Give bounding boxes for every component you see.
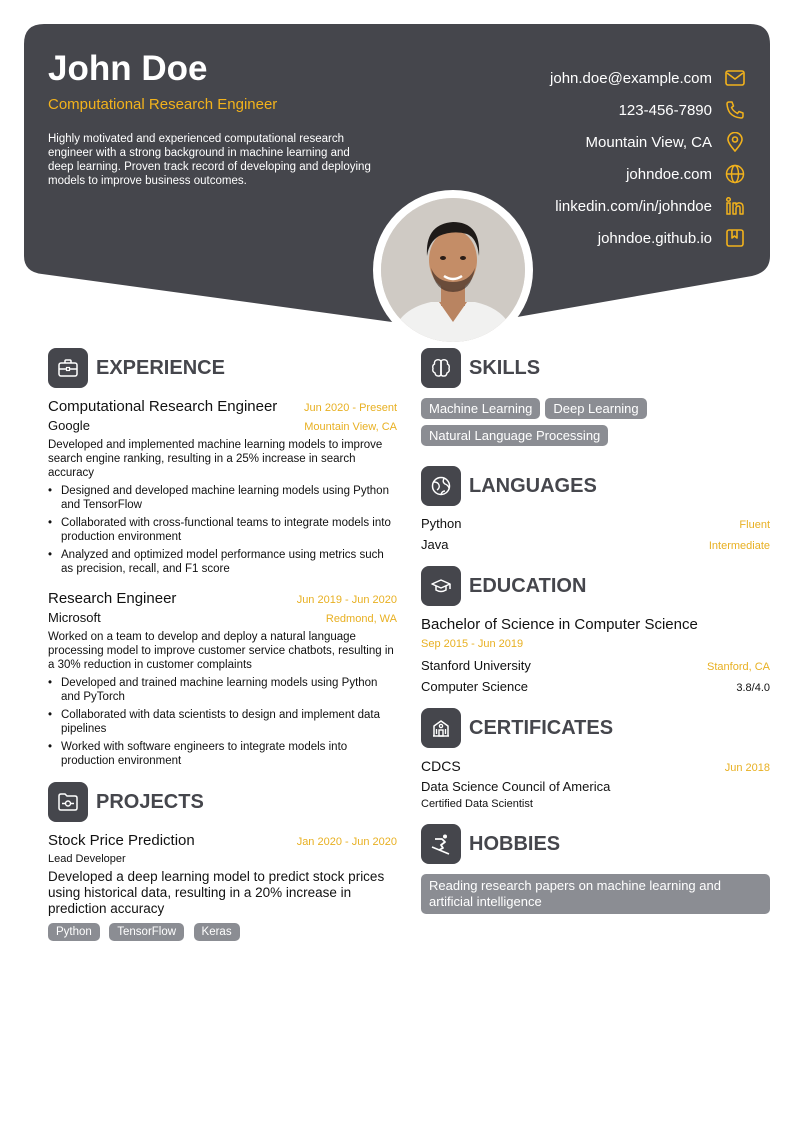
job-bullet: • Analyzed and optimized model performance using metrics such as precision, recall, and F1 score — [48, 548, 397, 576]
projects-header — [48, 782, 397, 822]
contact-email[interactable] — [550, 62, 746, 94]
contact-website[interactable] — [550, 158, 746, 190]
education-header — [421, 566, 770, 606]
education-date: Sep 2015 - Jun 2019 — [421, 638, 524, 650]
location-pin-icon — [724, 131, 746, 153]
project-entry — [48, 832, 397, 947]
location-text: Mountain View, CA — [585, 133, 712, 151]
job-date: Jun 2019 - Jun 2020 — [296, 594, 397, 606]
skill-pill: Natural Language Processing — [421, 425, 608, 446]
project-tags — [48, 922, 397, 947]
job-bullets — [48, 676, 397, 768]
project-role: Lead Developer — [48, 853, 126, 865]
folder-icon — [48, 782, 88, 822]
certificates-section — [421, 708, 770, 810]
job-role-row — [48, 398, 397, 415]
website-text: johndoe.com — [626, 165, 712, 183]
full-name: John Doe — [48, 49, 208, 88]
left-column — [48, 348, 397, 961]
job-location: Redmond, WA — [325, 613, 397, 625]
hobbies-section — [421, 824, 770, 914]
field-of-study: Computer Science — [421, 679, 528, 694]
project-tag: TensorFlow — [109, 923, 184, 941]
education-section — [421, 566, 770, 694]
language-level: Fluent — [739, 519, 770, 531]
contact-location — [550, 126, 746, 158]
school-name: Stanford University — [421, 658, 531, 673]
languages-title: LANGUAGES — [469, 474, 597, 497]
job-bullet: • Designed and developed machine learning models using Python and TensorFlow — [48, 484, 397, 512]
project-tag: Python — [48, 923, 100, 941]
globe-icon — [724, 163, 746, 185]
contact-phone[interactable] — [550, 94, 746, 126]
project-title-row — [48, 832, 397, 849]
contact-linkedin[interactable] — [550, 190, 746, 222]
right-column — [421, 348, 770, 928]
job-title: Computational Research Engineer — [48, 96, 278, 113]
contact-github-pages[interactable] — [550, 222, 746, 254]
school-row — [421, 655, 770, 673]
phone-icon — [724, 99, 746, 121]
certificate-detail: Certified Data Scientist — [421, 798, 533, 810]
experience-header — [48, 348, 397, 388]
job-description: Worked on a team to develop and deploy a natural language processing model to improve customer service chatbots, resulting in a 30% reduction in customer complaints — [48, 631, 394, 671]
gpa: 3.8/4.0 — [736, 682, 770, 694]
job-entry — [48, 590, 397, 768]
briefcase-icon — [48, 348, 88, 388]
profile-photo-frame — [373, 190, 533, 350]
mail-icon — [724, 67, 746, 89]
job-location: Mountain View, CA — [304, 421, 397, 433]
linkedin-icon — [724, 195, 746, 217]
skill-pill: Machine Learning — [421, 398, 540, 419]
job-entry — [48, 398, 397, 576]
job-role: Computational Research Engineer — [48, 398, 278, 415]
email-text: john.doe@example.com — [550, 69, 712, 87]
projects-section — [48, 782, 397, 947]
job-bullet: • Developed and trained machine learning models using Python and PyTorch — [48, 676, 397, 704]
job-company: Microsoft — [48, 610, 101, 625]
graduation-cap-icon — [421, 566, 461, 606]
certificate-row — [421, 758, 770, 774]
portrait-illustration — [381, 198, 525, 342]
project-tag: Keras — [194, 923, 240, 941]
certificate-date: Jun 2018 — [724, 762, 770, 774]
certificates-header — [421, 708, 770, 748]
job-description: Developed and implemented machine learning models to improve search engine ranking, resulting in a 25% increase in search accuracy — [48, 439, 383, 479]
contact-list — [550, 62, 746, 254]
language-name: Python — [421, 516, 462, 531]
skills-list — [421, 398, 770, 452]
project-date: Jan 2020 - Jun 2020 — [296, 836, 397, 848]
language-row — [421, 537, 770, 552]
header-left — [48, 48, 378, 188]
projects-title: PROJECTS — [96, 790, 204, 813]
hobbies-header — [421, 824, 770, 864]
job-date: Jun 2020 - Present — [304, 402, 397, 414]
brain-icon — [421, 348, 461, 388]
experience-section — [48, 348, 397, 768]
job-role-row — [48, 590, 397, 607]
institution-icon — [421, 708, 461, 748]
certificates-title: CERTIFICATES — [469, 716, 614, 739]
profile-photo — [381, 198, 525, 342]
experience-title: EXPERIENCE — [96, 356, 225, 379]
skill-pill: Deep Learning — [545, 398, 646, 419]
degree: Bachelor of Science in Computer Science — [421, 616, 698, 633]
certificate-issuer: Data Science Council of America — [421, 779, 611, 794]
hobbies-title: HOBBIES — [469, 832, 561, 855]
language-name: Java — [421, 537, 449, 552]
project-description: Developed a deep learning model to predict stock prices using historical data, resulting in a 20% increase in prediction accuracy — [48, 869, 385, 916]
skills-section — [421, 348, 770, 452]
field-row — [421, 676, 770, 694]
language-level: Intermediate — [708, 540, 770, 552]
summary: Highly motivated and experienced computational research engineer with a strong background in machine learning and deep learning. Proven track record of developing and deploying models to improve business outcomes. — [48, 133, 371, 187]
skills-header — [421, 348, 770, 388]
job-company-row — [48, 607, 397, 625]
school-location: Stanford, CA — [707, 661, 770, 673]
project-name: Stock Price Prediction — [48, 832, 195, 849]
job-bullet: • Collaborated with data scientists to design and implement data pipelines — [48, 708, 397, 736]
github-pages-text: johndoe.github.io — [597, 229, 712, 247]
job-role: Research Engineer — [48, 590, 177, 607]
languages-globe-icon — [421, 466, 461, 506]
language-row — [421, 516, 770, 531]
job-company: Google — [48, 418, 90, 433]
hobby-item: Reading research papers on machine learning and artificial intelligence — [421, 874, 770, 914]
job-company-row — [48, 415, 397, 433]
languages-header — [421, 466, 770, 506]
job-bullet: • Collaborated with cross-functional teams to integrate models into production environment — [48, 516, 397, 544]
education-title: EDUCATION — [469, 574, 587, 597]
certificate-name: CDCS — [421, 758, 461, 774]
skills-title: SKILLS — [469, 356, 541, 379]
bookmark-icon — [724, 227, 746, 249]
job-bullets — [48, 484, 397, 576]
skiing-icon — [421, 824, 461, 864]
languages-section — [421, 466, 770, 552]
job-bullet: • Worked with software engineers to integrate models into production environment — [48, 740, 397, 768]
phone-text: 123-456-7890 — [618, 101, 712, 119]
linkedin-text: linkedin.com/in/johndoe — [555, 197, 712, 215]
